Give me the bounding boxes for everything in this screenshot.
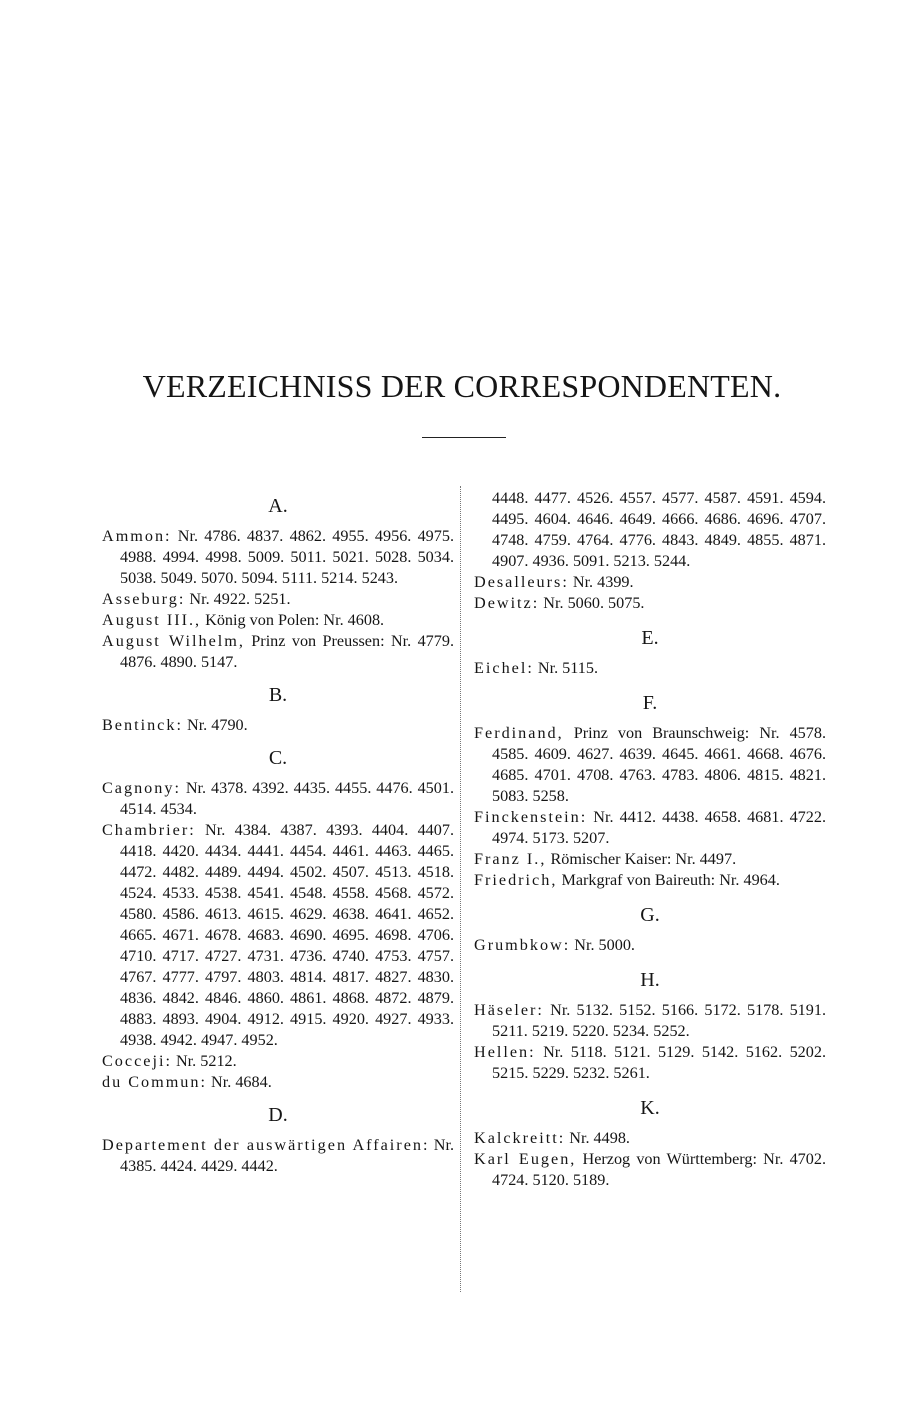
correspondent-name: Departement der auswärtigen Affairen: — [102, 1136, 430, 1154]
section-letter: G. — [640, 904, 660, 926]
section-letter: B. — [268, 684, 288, 706]
index-entry — [474, 1042, 826, 1084]
document-numbers: Markgraf von Baireuth: Nr. 4964. — [557, 871, 780, 889]
index-entry — [102, 631, 454, 673]
document-numbers: Nr. 4385. 4424. 4429. 4442. — [120, 1136, 455, 1175]
index-entry — [474, 723, 826, 807]
correspondent-name: Cocceji: — [102, 1052, 172, 1070]
correspondent-name: Ammon: — [102, 527, 172, 545]
correspondent-name: Asseburg: — [102, 590, 186, 608]
index-entry — [474, 593, 826, 614]
index-entry — [474, 849, 826, 870]
index-entry — [102, 715, 454, 736]
document-numbers: Nr. 4684. — [207, 1073, 272, 1091]
correspondent-name: du Commun: — [102, 1073, 207, 1091]
index-entry — [102, 820, 454, 1051]
index-entry — [474, 572, 826, 593]
document-numbers: Nr. 5212. — [171, 1052, 237, 1070]
correspondent-name: August Wilhelm, — [102, 632, 245, 650]
section-letter: F. — [642, 692, 658, 714]
correspondent-name: Cagnony: — [102, 779, 181, 797]
section-letter: C. — [268, 747, 288, 769]
correspondent-name: Dewitz: — [474, 594, 540, 612]
correspondent-name: Desalleurs: — [474, 573, 569, 591]
index-entry — [102, 526, 454, 589]
document-numbers: Nr. 4922. 5251. — [185, 590, 291, 608]
correspondent-name: Häseler: — [474, 1001, 544, 1019]
document-numbers: Nr. 5000. — [570, 936, 635, 954]
document-numbers: König von Polen: Nr. 4608. — [201, 611, 385, 629]
document-numbers: Nr. 4399. — [568, 573, 634, 591]
document-numbers: Prinz von Braunschweig: Nr. 4578. 4585. 4609. 4627. 4639. 4645. 4661. 4668. 4676. 4685. 4701. 4708. 4763. 4783. 4806. 4815. 4821. 5083. 5258. — [492, 724, 826, 805]
index-entry — [102, 589, 454, 610]
correspondent-name: Bentinck: — [102, 716, 183, 734]
document-numbers: Nr. 5118. 5121. 5129. 5142. 5162. 5202. 5215. 5229. 5232. 5261. — [492, 1043, 826, 1082]
correspondent-name: Grumbkow: — [474, 936, 571, 954]
right-column — [474, 488, 826, 1191]
document-numbers: Nr. 4498. — [565, 1129, 630, 1147]
correspondent-name: Friedrich, — [474, 871, 558, 889]
page-title: VERZEICHNISS DER CORRESPONDENTEN. — [142, 368, 782, 404]
section-letter: D. — [268, 1104, 288, 1126]
column-divider — [460, 486, 461, 1292]
document-numbers: Herzog von Württemberg: Nr. 4702. 4724. 5120. 5189. — [492, 1150, 826, 1189]
section-letter: H. — [640, 969, 660, 991]
document-numbers: Nr. 4384. 4387. 4393. 4404. 4407. 4418. 4420. 4434. 4441. 4454. 4461. 4463. 4465. 4472. 4482. 4489. 4494. 4502. 4507. 4513. 4518. 4524. 4533. 4538. 4541. 4548. 4558. 4568. 4572. 4580. 4586. 4613. 4615. 4629. 4638. 4641. 4652. 4665. 4671. 4678. 4683. 4690. 4695. 4698. 4706. 4710. 4717. 4727. 4731. 4736. 4740. 4753. 4757. 4767. 4777. 4797. 4803. 4814. 4817. 4827. 4830. 4836. 4842. 4846. 4860. 4861. 4868. 4872. 4879. 4883. 4893. 4904. 4912. 4915. 4920. 4927. 4933. 4938. 4942. 4947. 4952. — [120, 821, 454, 1049]
left-column — [102, 488, 454, 1177]
index-entry — [474, 870, 826, 891]
document-numbers: Nr. 4378. 4392. 4435. 4455. 4476. 4501. 4514. 4534. — [120, 779, 454, 818]
section-letter: A. — [268, 495, 288, 517]
title-rule — [422, 437, 506, 438]
section-letter: K. — [640, 1097, 660, 1119]
correspondent-name: Karl Eugen, — [474, 1150, 577, 1168]
index-entry — [102, 1135, 454, 1177]
index-entry — [474, 658, 826, 679]
index-entry-continuation: 4448. 4477. 4526. 4557. 4577. 4587. 4591. 4594. 4495. 4604. 4646. 4649. 4666. 4686. 4696. 4707. 4748. 4759. 4764. 4776. 4843. 4849. 4855. 4871. 4907. 4936. 5091. 5213. 5244. — [492, 489, 826, 570]
correspondent-name: Franz I., — [474, 850, 547, 868]
document-numbers: Nr. 5115. — [533, 659, 598, 677]
correspondent-name: Hellen: — [474, 1043, 536, 1061]
document-numbers: Nr. 4412. 4438. 4658. 4681. 4722. 4974. 5173. 5207. — [492, 808, 826, 847]
index-entry — [102, 1051, 454, 1072]
document-numbers: Nr. 4790. — [182, 716, 248, 734]
index-entry — [474, 1000, 826, 1042]
correspondent-name: August III., — [102, 611, 202, 629]
index-entry — [474, 807, 826, 849]
document-numbers: Römischer Kaiser: Nr. 4497. — [546, 850, 737, 868]
index-entry — [474, 935, 826, 956]
index-entry — [102, 610, 454, 631]
correspondent-name: Chambrier: — [102, 821, 196, 839]
correspondent-name: Ferdinand, — [474, 724, 564, 742]
correspondent-name: Kalckreitt: — [474, 1129, 566, 1147]
correspondent-name: Finckenstein: — [474, 808, 588, 826]
section-letter: E. — [641, 627, 659, 649]
index-entry — [102, 1072, 454, 1093]
index-entry — [474, 1128, 826, 1149]
document-numbers: Prinz von Preussen: Nr. 4779. 4876. 4890. 5147. — [120, 632, 454, 671]
document-numbers: Nr. 4786. 4837. 4862. 4955. 4956. 4975. 4988. 4994. 4998. 5009. 5011. 5021. 5028. 5034. 5038. 5049. 5070. 5094. 5111. 5214. 5243. — [120, 527, 454, 587]
document-numbers: Nr. 5132. 5152. 5166. 5172. 5178. 5191. 5211. 5219. 5220. 5234. 5252. — [492, 1001, 826, 1040]
index-entry — [102, 778, 454, 820]
index-entry — [474, 1149, 826, 1191]
document-numbers: Nr. 5060. 5075. — [539, 594, 645, 612]
correspondent-name: Eichel: — [474, 659, 534, 677]
